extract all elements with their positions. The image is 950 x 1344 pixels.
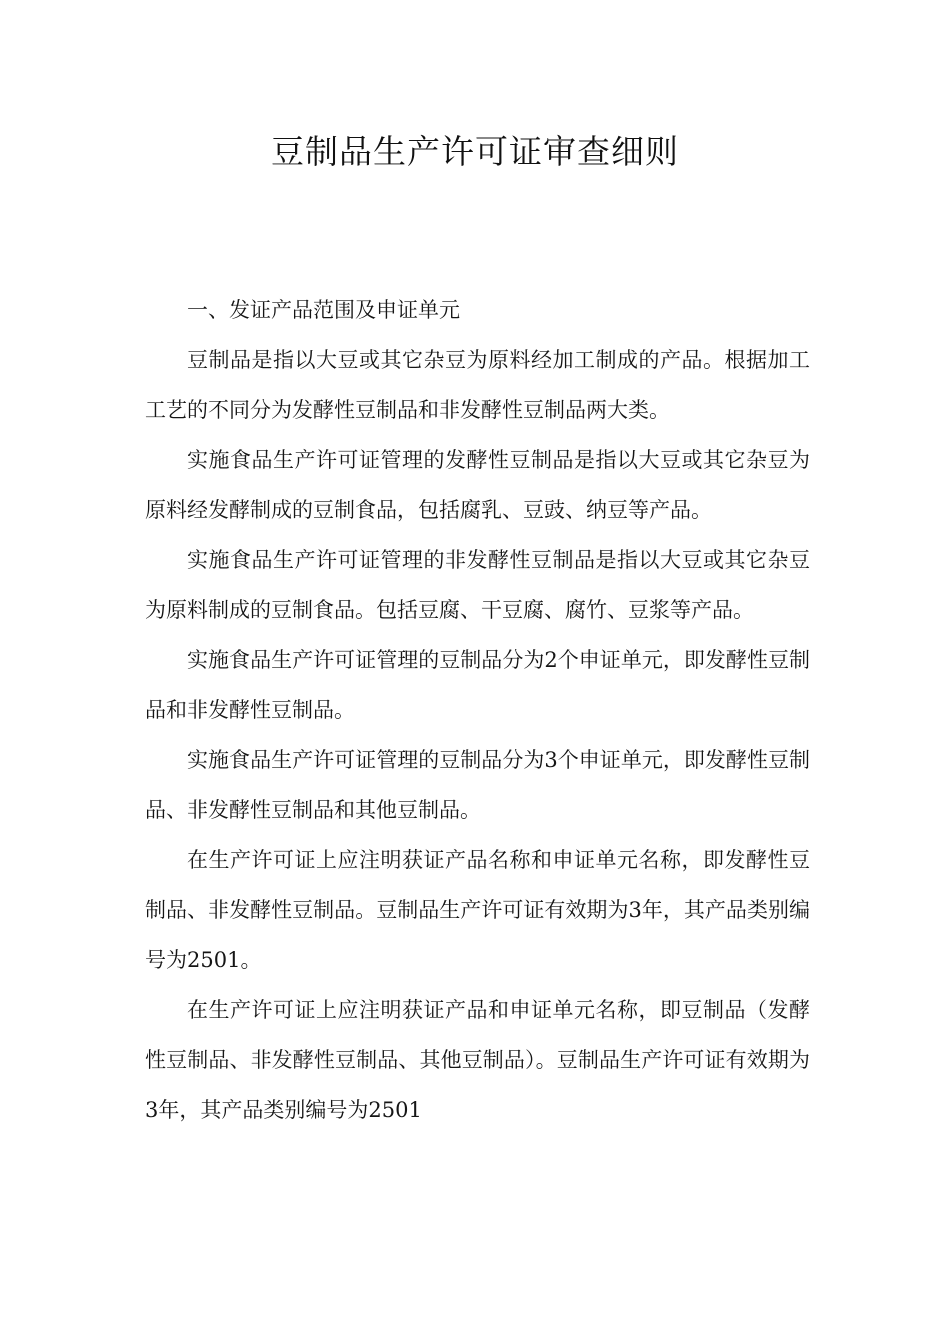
paragraph-fermented-products: 实施食品生产许可证管理的发酵性豆制品是指以大豆或其它杂豆为原料经发酵制成的豆制食品，包括腐乳、豆豉、纳豆等产品。 [145, 448, 810, 522]
paragraph-three-units: 实施食品生产许可证管理的豆制品分为3个申证单元，即发酵性豆制品、非发酵性豆制品和其他豆制品。 [145, 748, 810, 822]
paragraph-non-fermented-products: 实施食品生产许可证管理的非发酵性豆制品是指以大豆或其它杂豆为原料制成的豆制食品。包括豆腐、干豆腐、腐竹、豆浆等产品。 [145, 548, 810, 622]
paragraph-license-info-2: 在生产许可证上应注明获证产品和申证单元名称，即豆制品（发酵性豆制品、非发酵性豆制品、其他豆制品）。豆制品生产许可证有效期为3年，其产品类别编号为2501 [145, 998, 810, 1122]
paragraph-two-units: 实施食品生产许可证管理的豆制品分为2个申证单元，即发酵性豆制品和非发酵性豆制品。 [145, 648, 810, 722]
document-body [145, 285, 810, 1135]
paragraph-license-info-1: 在生产许可证上应注明获证产品名称和申证单元名称，即发酵性豆制品、非发酵性豆制品。豆制品生产许可证有效期为3年，其产品类别编号为2501。 [145, 848, 810, 972]
paragraph-definition: 豆制品是指以大豆或其它杂豆为原料经加工制成的产品。根据加工工艺的不同分为发酵性豆制品和非发酵性豆制品两大类。 [145, 348, 810, 422]
document-title: 豆制品生产许可证审查细则 [271, 132, 679, 171]
section-heading: 一、发证产品范围及申证单元 [187, 298, 460, 322]
